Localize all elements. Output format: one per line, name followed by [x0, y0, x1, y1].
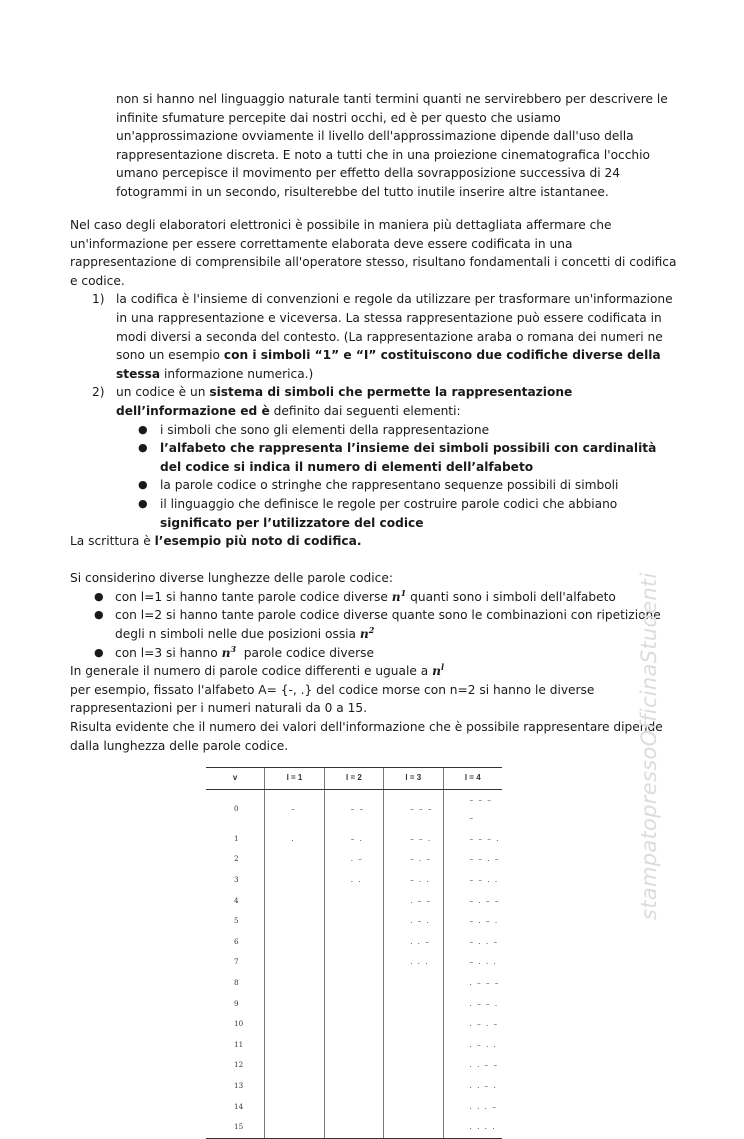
item-bold-text: l’alfabeto che rappresenta l’insieme dei simboli possibili con cardinalità del codice si indica il numero di elementi dell’alfabeto: [160, 441, 657, 474]
column-header: v: [206, 768, 265, 790]
risulta-paragraph: Risulta evidente che il numero dei valori dell'informazione che è possibile rappresentare dipende dalla lunghezza delle parole codice.: [70, 720, 663, 753]
code-cell: – . –: [384, 849, 443, 870]
list-item: [70, 606, 680, 643]
value-cell: 6: [234, 936, 239, 946]
value-cell: 7: [234, 957, 239, 967]
line-text: La scrittura è: [70, 534, 151, 549]
line-text: In generale il numero di parole codice differenti e uguale a: [70, 664, 429, 679]
table-row: [206, 1076, 502, 1097]
item-bold-text: con i simboli “1” e “I” costituiscono due codifiche diverse della stessa: [116, 348, 661, 381]
code-cell: [265, 1117, 324, 1138]
value-cell: 0: [234, 803, 239, 813]
code-cell: [265, 1014, 324, 1035]
code-cell: . – – .: [443, 994, 502, 1015]
code-cell: [265, 1055, 324, 1076]
code-cell: [324, 1076, 383, 1097]
code-cell: – . – .: [443, 911, 502, 932]
code-cell: . . . –: [443, 1097, 502, 1118]
bullet-icon: ●: [138, 478, 148, 492]
code-cell: [265, 1035, 324, 1056]
value-cell: 14: [234, 1101, 244, 1111]
item-text: la codifica è l'insieme di convenzioni e regole da utilizzare per trasformare un'informazione in una rappresentazione e viceversa. La stessa rappresentazione può essere codificata in modi diversi a seconda del contesto. (La rappresentazione araba o romana dei numeri ne sono un esempio: [116, 292, 673, 363]
code-cell: . – –: [384, 891, 443, 912]
list-item: [70, 495, 680, 532]
main-section: [70, 216, 680, 755]
codifica-intro-paragraph: Nel caso degli elaboratori elettronici è possibile in maniera più dettagliata affermare che un'informazione per essere correttamente elaborata deve essere codificata in una rappresentazione di comprensibile all'operatore stesso, risultano fondamentali i concetti di codifica e codice.: [70, 218, 677, 288]
code-cell: [324, 1014, 383, 1035]
item-end-text: informazione numerica.): [163, 366, 314, 381]
value-cell: 12: [234, 1060, 244, 1070]
code-cell: [324, 1055, 383, 1076]
scrittura-line: [70, 532, 680, 551]
table-row: [206, 932, 502, 953]
code-cell: [324, 1035, 383, 1056]
item-post-text: definito dai seguenti elementi:: [273, 403, 461, 418]
code-cell: . – . .: [443, 1035, 502, 1056]
code-cell: – –: [324, 789, 383, 829]
list-item: [70, 421, 680, 440]
code-cell: . – – –: [443, 973, 502, 994]
code-cell: .: [265, 829, 324, 850]
column-header: l = 4: [443, 768, 502, 790]
value-cell: 10: [234, 1019, 244, 1029]
list-item: [70, 439, 680, 476]
code-cell: – .: [324, 829, 383, 850]
code-cell: [384, 1035, 443, 1056]
value-cell: 15: [206, 1117, 265, 1138]
item-text: parole codice diverse: [243, 645, 374, 660]
code-cell: [324, 973, 383, 994]
indented-paragraph: [116, 90, 686, 202]
esempio-paragraph: per esempio, fissato l'alfabeto A= {-, .} del codice morse con n=2 si hanno le diverse rappresentazioni per i numeri naturali da 0 a 15.: [70, 682, 595, 716]
code-cell: – . . –: [443, 932, 502, 953]
code-cell: [324, 1117, 383, 1138]
table-body: [206, 789, 502, 1138]
item-text: con l=1 si hanno tante parole codice diverse: [115, 589, 388, 604]
code-cell: [265, 952, 324, 973]
table-row: [206, 994, 502, 1015]
math-n: n: [359, 627, 369, 642]
table-row: [206, 1055, 502, 1076]
list-item-codice: [70, 383, 680, 420]
code-cell: [265, 994, 324, 1015]
bullet-icon: ●: [94, 645, 104, 659]
code-cell: . . –: [384, 932, 443, 953]
code-cell: [324, 1097, 383, 1118]
code-cell: –: [265, 789, 324, 829]
code-cell: . . . .: [443, 1117, 502, 1138]
math-n: n: [221, 645, 231, 660]
code-cell: – . – –: [443, 891, 502, 912]
item-bold-text: sistema di simboli che permette la rappresentazione dell’informazione ed è: [116, 385, 573, 418]
code-cell: [265, 932, 324, 953]
table-row: [206, 1014, 502, 1035]
bullet-icon: ●: [138, 441, 148, 455]
code-cell: [384, 994, 443, 1015]
list-number: 1): [92, 292, 105, 307]
code-cell: [265, 973, 324, 994]
column-header: l = 2: [324, 768, 383, 790]
code-cell: . –: [324, 849, 383, 870]
code-cell: [265, 911, 324, 932]
code-cell: . .: [324, 870, 383, 891]
table-row: [206, 891, 502, 912]
math-n: n: [432, 664, 441, 679]
lengths-list: [70, 588, 680, 662]
code-cell: – – . –: [443, 849, 502, 870]
value-cell: 5: [234, 916, 239, 926]
code-cell: [384, 1055, 443, 1076]
bullet-icon: ●: [138, 496, 148, 510]
item-text: quanti sono i simboli dell'alfabeto: [410, 589, 616, 604]
code-cell: – . .: [384, 870, 443, 891]
code-cell: . . – –: [443, 1055, 502, 1076]
code-cell: [324, 932, 383, 953]
code-cell: – – – –: [443, 789, 502, 829]
item-text: con l=2 si hanno tante parole codice diverse quante sono le combinazioni con ripetizione degli n simboli nelle due posizioni ossia: [115, 608, 661, 642]
list-number: 2): [92, 385, 105, 400]
code-cell: [384, 1117, 443, 1138]
math-exponent: 1: [400, 587, 407, 598]
value-cell: 2: [234, 854, 239, 864]
code-cell: – – – .: [443, 829, 502, 850]
code-cell: [265, 891, 324, 912]
code-cell: – – .: [384, 829, 443, 850]
table-row: [206, 870, 502, 891]
list-item: [70, 476, 680, 495]
column-header: l = 3: [384, 768, 443, 790]
code-cell: . . – .: [443, 1076, 502, 1097]
code-cell: [265, 1076, 324, 1097]
bullet-icon: ●: [94, 608, 104, 622]
table-row: [206, 829, 502, 850]
table-row: [206, 952, 502, 973]
table-row: [206, 1035, 502, 1056]
bullet-icon: ●: [94, 589, 104, 603]
watermark: stampatopressoOfficinaStudenti: [637, 572, 661, 920]
code-cell: . . .: [384, 952, 443, 973]
code-cell: [265, 870, 324, 891]
value-cell: 11: [234, 1039, 244, 1049]
code-cell: [265, 849, 324, 870]
code-cell: – . . .: [443, 952, 502, 973]
code-cell: [324, 911, 383, 932]
bullet-icon: ●: [138, 422, 148, 436]
paragraph-text: non si hanno nel linguaggio naturale tanti termini quanti ne servirebbero per descrivere le infinite sfumature percepite dai nostri occhi, ed è per questo che usiamo un'approssimazione ovviamente il livello dell'approssimazione dipende dall'uso della rappresentazione discreta. E noto a tutti che in una proiezione cinematografica l'occhio umano percepisce il movimento per effetto della sovrapposizione successiva di 24 fotogrammi in un secondo, risulterebbe del tutto inutile inserire altre istantanee.: [116, 92, 668, 199]
value-cell: 3: [234, 874, 239, 884]
codice-elements-list: [70, 421, 680, 533]
code-cell: [384, 1076, 443, 1097]
table-row: [206, 1097, 502, 1118]
table-row: [206, 849, 502, 870]
morse-code-table: [206, 767, 502, 1139]
code-cell: [384, 973, 443, 994]
code-cell: [324, 994, 383, 1015]
value-cell: 9: [234, 998, 239, 1008]
table-row: [206, 911, 502, 932]
item-text: un codice è un: [116, 385, 206, 400]
column-header: l = 1: [265, 768, 324, 790]
table-row: [206, 973, 502, 994]
list-item-codifica: [70, 290, 680, 383]
list-item: [70, 644, 680, 663]
item-text: la parole codice o stringhe che rappresentano sequenze possibili di simboli: [160, 478, 619, 493]
code-cell: [324, 952, 383, 973]
item-text: i simboli che sono gli elementi della rappresentazione: [160, 422, 490, 437]
item-text: con l=3 si hanno: [115, 645, 218, 660]
code-cell: [384, 1014, 443, 1035]
line-bold-text: l’esempio più noto di codifica.: [154, 534, 362, 549]
value-cell: 1: [234, 833, 239, 843]
generale-line: [70, 662, 680, 681]
value-cell: 13: [234, 1080, 244, 1090]
math-n: n: [391, 589, 401, 604]
code-cell: [384, 1097, 443, 1118]
code-cell: . – . –: [443, 1014, 502, 1035]
item-text: il linguaggio che definisce le regole per costruire parole codici che abbiano: [160, 496, 618, 511]
item-bold-text: significato per l’utilizzatore del codice: [160, 515, 424, 530]
code-cell: [265, 1097, 324, 1118]
table-row: [206, 789, 502, 829]
table-row: [206, 1117, 502, 1138]
list-item: [70, 588, 680, 607]
table-header-row: [206, 768, 502, 790]
math-exponent: 3: [230, 643, 237, 654]
code-cell: – – –: [384, 789, 443, 829]
consider-line: Si considerino diverse lunghezze delle parole codice:: [70, 571, 393, 586]
code-cell: . – .: [384, 911, 443, 932]
code-cell: [324, 891, 383, 912]
value-cell: 8: [234, 977, 239, 987]
value-cell: 4: [234, 895, 239, 905]
math-exponent: 2: [368, 625, 375, 635]
math-exponent: l: [440, 662, 445, 673]
code-cell: – – . .: [443, 870, 502, 891]
